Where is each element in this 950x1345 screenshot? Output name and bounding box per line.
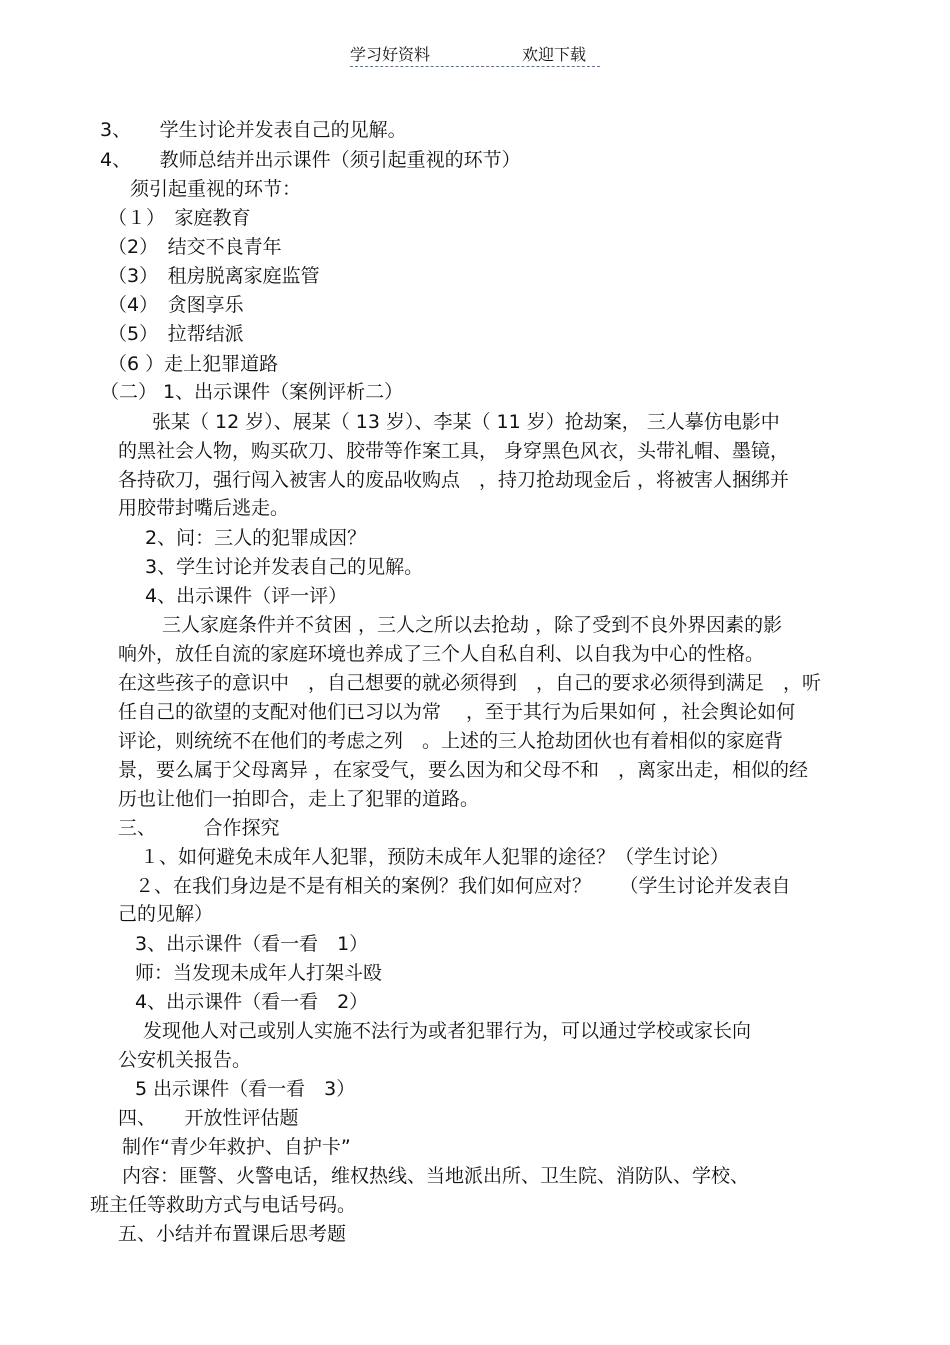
body-line: 发现他人对己或别人实施不法行为或者犯罪行为，可以通过学校或家长向 [143, 1020, 752, 1042]
body-line: 4、出示课件（看一看 2） [135, 991, 369, 1013]
body-line: 各持砍刀，强行闯入被害人的废品收购点 ，持刀抢劫现金后 ，将被害人捆绑并 [118, 469, 790, 491]
body-line: 师：当发现未成年人打架斗殴 [135, 962, 383, 984]
body-line: 评论，则统统不在他们的考虑之列 。上述的三人抢劫团伙也有着相似的家庭背 [118, 730, 784, 752]
body-line: 须引起重视的环节： [130, 178, 302, 200]
body-line: 己的见解） [118, 903, 214, 925]
section-heading: 五、小结并布置课后思考题 [118, 1223, 347, 1245]
body-line: 2、问：三人的犯罪成因？ [145, 527, 367, 549]
body-line: 任自己的欲望的支配对他们已习以为常 ，至于其行为后果如何 ，社会舆论如何 [118, 701, 796, 723]
body-line: 公安机关报告。 [118, 1049, 252, 1071]
list-item: （2） 结交不良青年 [108, 236, 282, 258]
body-line: 4、 教师总结并出示课件（须引起重视的环节） [100, 149, 521, 171]
body-line: 班主任等救助方式与电话号码。 [90, 1194, 357, 1216]
body-line: 3、 学生讨论并发表自己的见解。 [100, 119, 407, 141]
body-line: 响外，放任自流的家庭环境也养成了三个人自私自利、以自我为中心的性格。 [118, 643, 765, 665]
list-item: （１） 家庭教育 [108, 207, 251, 229]
body-line: １、如何避免未成年人犯罪，预防未成年人犯罪的途径？（学生讨论） [140, 846, 730, 868]
body-line: 3、出示课件（看一看 1） [135, 933, 369, 955]
body-line: 用胶带封嘴后逃走。 [118, 497, 290, 519]
body-line: 景，要么属于父母离异 ，在家受气，要么因为和父母不和 ，离家出走，相似的经 [118, 759, 809, 781]
section-heading: 三、 合作探究 [118, 817, 280, 839]
body-line: 5 出示课件（看一看 3） [135, 1078, 356, 1100]
section-heading: （二） 1、出示课件（案例评析二） [100, 381, 404, 403]
body-line: 内容：匪警、火警电话，维权热线、当地派出所、卫生院、消防队、学校、 [122, 1165, 750, 1187]
body-line: 的黑社会人物，购买砍刀、胶带等作案工具， 身穿黑色风衣，头带礼帽、墨镜， [118, 440, 790, 462]
header-left-text: 学习好资料 [350, 45, 431, 64]
section-heading: 四、 开放性评估题 [118, 1107, 299, 1129]
body-line: 三人家庭条件并不贫困 ，三人之所以去抢劫 ，除了受到不良外界因素的影 [162, 614, 783, 636]
list-item: （3） 租房脱离家庭监管 [108, 265, 320, 287]
list-item: （6 ）走上犯罪道路 [108, 353, 279, 375]
body-line: 制作“青少年救护、自护卡” [122, 1136, 351, 1158]
body-line: 3、学生讨论并发表自己的见解。 [145, 556, 424, 578]
body-line: 张某（ 12 岁）、展某（ 13 岁）、李某（ 11 岁）抢劫案， 三人摹仿电影中 [152, 411, 780, 433]
body-line: ２、在我们身边是不是有相关的案例？我们如何应对？ （学生讨论并发表自 [135, 875, 791, 897]
list-item: （4） 贪图享乐 [108, 294, 244, 316]
body-line: 在这些孩子的意识中 ，自己想要的就必须得到 ，自己的要求必须得到满足 ，听 [118, 672, 822, 694]
body-line: 历也让他们一拍即合，走上了犯罪的道路。 [118, 788, 480, 810]
page-header [350, 42, 600, 67]
body-line: 4、出示课件（评一评） [145, 585, 348, 607]
header-right-text: 欢迎下载 [522, 45, 587, 64]
list-item: （5） 拉帮结派 [108, 323, 244, 345]
